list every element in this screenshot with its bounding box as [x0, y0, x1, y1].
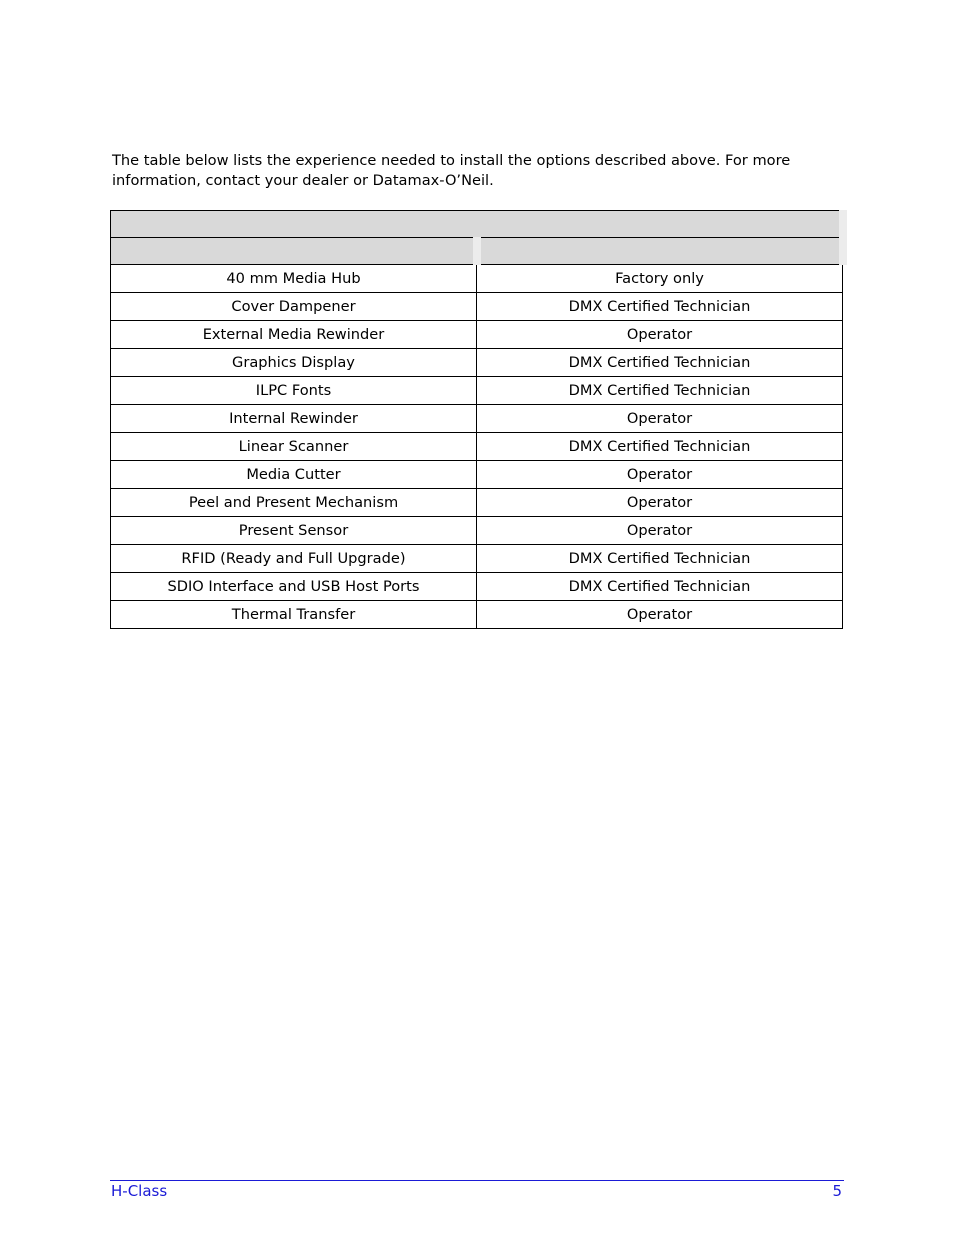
option-cell: External Media Rewinder	[111, 321, 477, 349]
option-cell: ILPC Fonts	[111, 377, 477, 405]
table-row	[111, 265, 843, 293]
experience-cell: DMX Certified Technician	[477, 349, 843, 377]
option-cell: Linear Scanner	[111, 433, 477, 461]
experience-cell: Operator	[477, 517, 843, 545]
option-cell: Present Sensor	[111, 517, 477, 545]
experience-cell: Operator	[477, 405, 843, 433]
experience-cell: DMX Certified Technician	[477, 377, 843, 405]
option-cell: Internal Rewinder	[111, 405, 477, 433]
option-cell: SDIO Interface and USB Host Ports	[111, 573, 477, 601]
experience-cell: Operator	[477, 601, 843, 629]
experience-cell: Operator	[477, 489, 843, 517]
option-cell: Cover Dampener	[111, 293, 477, 321]
table-row	[111, 321, 843, 349]
option-cell: 40 mm Media Hub	[111, 265, 477, 293]
experience-cell: Factory only	[477, 265, 843, 293]
table-row	[111, 405, 843, 433]
table-row	[111, 545, 843, 573]
footer-rule	[110, 1180, 844, 1181]
table-row	[111, 349, 843, 377]
experience-cell: DMX Certified Technician	[477, 573, 843, 601]
table-row	[111, 377, 843, 405]
table-row	[111, 601, 843, 629]
option-cell: Peel and Present Mechanism	[111, 489, 477, 517]
table-row	[111, 573, 843, 601]
intro-paragraph: The table below lists the experience needed to install the options described above. For more information, contact your dealer or Datamax-O’Neil.	[112, 152, 791, 189]
footer-page-number: 5	[832, 1182, 842, 1200]
table-row	[111, 461, 843, 489]
table-row	[111, 489, 843, 517]
table-row	[111, 293, 843, 321]
table-row	[111, 517, 843, 545]
experience-cell: Operator	[477, 321, 843, 349]
column-header-option	[111, 238, 477, 265]
experience-cell: DMX Certified Technician	[477, 293, 843, 321]
table-row	[111, 433, 843, 461]
options-experience-table	[110, 210, 847, 629]
column-header-experience	[477, 238, 843, 265]
option-cell: Thermal Transfer	[111, 601, 477, 629]
experience-cell: DMX Certified Technician	[477, 545, 843, 573]
option-cell: RFID (Ready and Full Upgrade)	[111, 545, 477, 573]
option-cell: Graphics Display	[111, 349, 477, 377]
table-title-row	[111, 211, 843, 238]
experience-cell: DMX Certified Technician	[477, 433, 843, 461]
footer-product-name: H-Class	[111, 1182, 168, 1200]
table-title	[111, 211, 843, 238]
option-cell: Media Cutter	[111, 461, 477, 489]
experience-cell: Operator	[477, 461, 843, 489]
table-header-row	[111, 238, 843, 265]
